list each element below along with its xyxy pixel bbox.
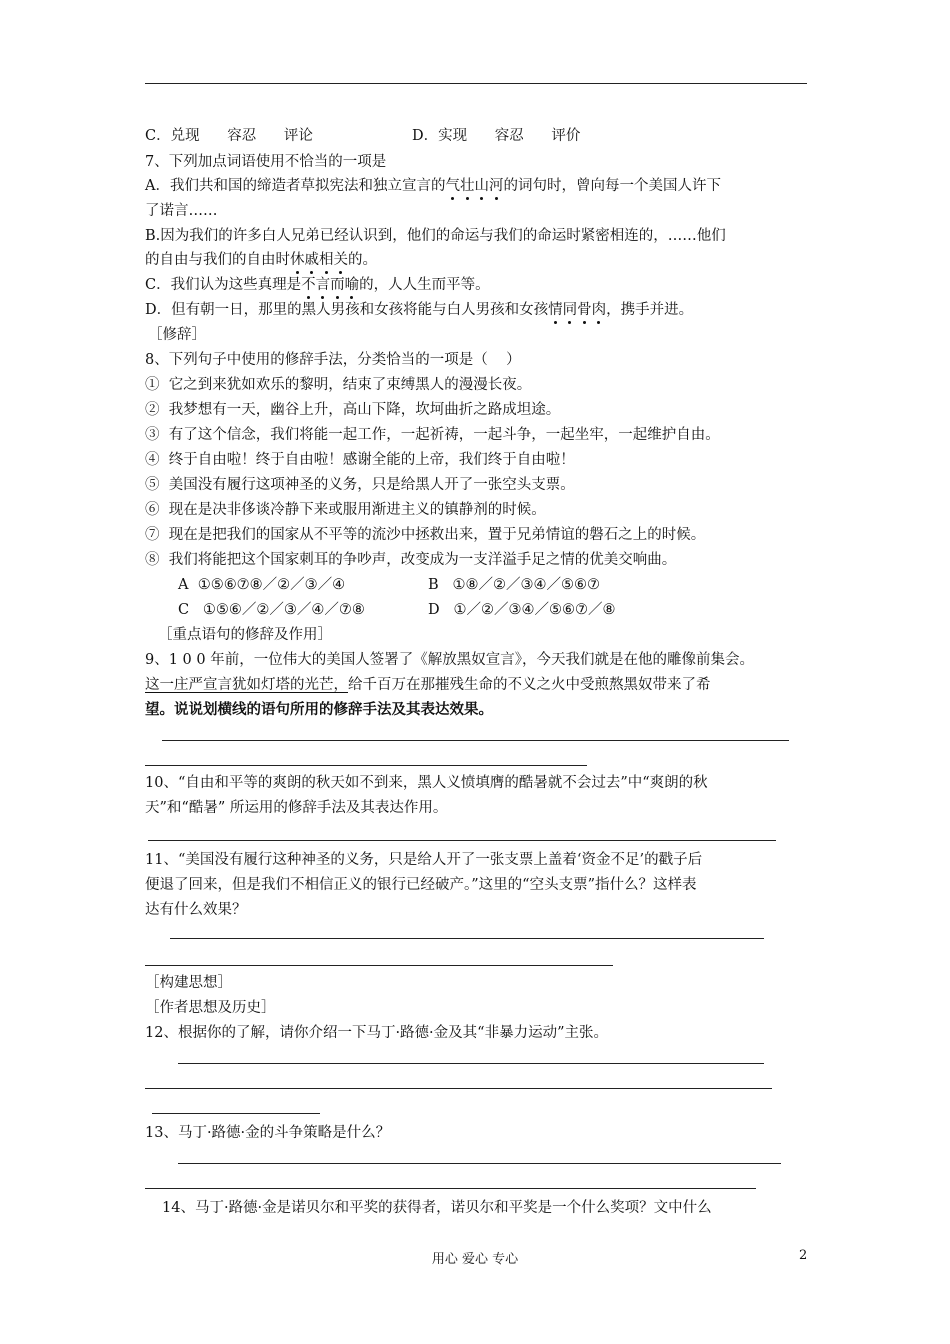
q11-line2: 便退了回来，但是我们不相信正义的银行已经破产。”这里的“空头支票”指什么？这样表: [145, 877, 697, 893]
q8-item: ⑦ 现在是把我们的国家从不平等的流沙中拯救出来，置于兄弟情谊的磐石之上的时候。: [145, 527, 706, 543]
q6-option-c: C．兑现 容忍 评论: [145, 128, 313, 144]
answer-line[interactable]: [162, 740, 789, 741]
q11-line1: 11、“美国没有履行这种神圣的义务，只是给人开了一张支票上盖着‘资金不足’的戳子后: [145, 852, 703, 868]
q14: 14、马丁·路德·金是诺贝尔和平奖的获得者，诺贝尔和平奖是一个什么奖项？文中什么: [162, 1200, 712, 1216]
q6-option-d: D．实现 容忍 评价: [412, 128, 581, 144]
q12: 12、根据你的了解，请你介绍一下马丁·路德·金及其“非暴力运动”主张。: [145, 1025, 608, 1041]
header-rule: [145, 83, 807, 84]
q7-option-b-line1: B.因为我们的许多白人兄弟已经认识到，他们的命运与我们的命运时紧密相连的，……他们: [145, 228, 726, 244]
q7-option-d: [145, 300, 693, 320]
q8-choice-b: B ①⑧／②／③④／⑤⑥⑦: [428, 577, 600, 593]
answer-line[interactable]: [152, 1113, 320, 1114]
q7-a-text-post: 的词句时，曾向每一个美国人许下: [503, 178, 721, 194]
section-build-thought: ［构建思想］: [145, 975, 232, 991]
dotted-char: 壮: [459, 178, 475, 194]
q7-b-text: 的自由与我们的自由时: [145, 252, 290, 268]
dotted-char: 气: [445, 178, 460, 194]
dotted-char: 言: [315, 277, 331, 293]
dotted-char: 同: [562, 302, 578, 318]
q7-option-b-line2: [145, 250, 377, 270]
q8-choice-d: D ①／②／③④／⑤⑥⑦／⑧: [428, 602, 616, 618]
q7-stem: 7、下列加点词语使用不恰当的一项是: [145, 154, 387, 170]
q7-d-text: D．但有朝一日，那里的黑人男孩和女孩将能与白人男孩和女孩: [145, 302, 549, 318]
q9-underlined-sentence: 这一庄严宣言犹如灯塔的光芒，: [145, 677, 348, 693]
dotted-char: 不: [301, 277, 316, 293]
dotted-char: 相: [319, 252, 334, 268]
q8-item: ③ 有了这个信念，我们将能一起工作，一起祈祷，一起斗争，一起坐牢，一起维护自由。: [145, 427, 720, 443]
dotted-char: 休: [290, 252, 305, 268]
q7-c-text: C．我们认为这些真理是: [145, 277, 302, 293]
answer-line[interactable]: [145, 1088, 772, 1089]
q10-line1: 10、“自由和平等的爽朗的秋天如不到来，黑人义愤填膺的酷暑就不会过去”中“爽朗的秋: [145, 775, 708, 791]
answer-line[interactable]: [145, 765, 587, 766]
q7-option-a: [145, 176, 721, 196]
answer-line[interactable]: [145, 965, 613, 966]
q7-option-c: [145, 275, 490, 295]
q8-item: ④ 终于自由啦！终于自由啦！感谢全能的上帝，我们终于自由啦！: [145, 452, 575, 468]
q8-choice-a: A ①⑤⑥⑦⑧／②／③／④: [178, 577, 346, 593]
q8-item: ⑧ 我们将能把这个国家刺耳的争吵声，改变成为一支洋溢手足之情的优美交响曲。: [145, 552, 677, 568]
q8-stem: 8、下列句子中使用的修辞手法，分类恰当的一项是（ ）: [145, 352, 521, 368]
q8-item: ⑥ 现在是决非侈谈冷静下来或服用渐进主义的镇静剂的时候。: [145, 502, 546, 518]
q7-b-text-post: 的。: [348, 252, 377, 268]
q8-item: ① 它之到来犹如欢乐的黎明，结束了束缚黑人的漫漫长夜。: [145, 377, 532, 393]
dotted-char: 情: [548, 302, 563, 318]
dotted-char: 河: [488, 178, 504, 194]
dotted-char: 山: [474, 178, 489, 194]
q7-d-text-post: ，携手并进。: [606, 302, 694, 318]
dotted-char: 肉: [591, 302, 607, 318]
answer-line[interactable]: [145, 1188, 756, 1189]
dotted-char: 而: [330, 277, 345, 293]
q13: 13、马丁·路德·金的斗争策略是什么？: [145, 1125, 391, 1141]
answer-line[interactable]: [178, 1163, 781, 1164]
q10-line2: 天”和“酷暑” 所运用的修辞手法及其表达作用。: [145, 800, 448, 816]
section-author-history: ［作者思想及历史］: [145, 1000, 276, 1016]
dotted-char: 戚: [304, 252, 319, 268]
q9-line3: 望。说说划横线的语句所用的修辞手法及其表达效果。: [145, 701, 493, 718]
answer-line[interactable]: [178, 1063, 764, 1064]
q7-option-a-cont: 了诺言……: [145, 203, 218, 219]
answer-line[interactable]: [170, 938, 764, 939]
dotted-char: 关: [333, 252, 348, 268]
q8-item: ⑤ 美国没有履行这项神圣的义务，只是给黑人开了一张空头支票。: [145, 477, 575, 493]
q9-line1: 9、1 0 0 年前，一位伟大的美国人签署了《解放黑奴宣言》，今天我们就是在他的雕像前集会。: [145, 652, 754, 668]
page-number: 2: [799, 1248, 808, 1263]
section-rhetoric: ［修辞］: [148, 327, 206, 343]
page-footer: 用心 爱心 专心: [431, 1252, 519, 1267]
q7-a-text: A．我们共和国的缔造者草拟宪法和独立宣言的: [145, 178, 446, 194]
q9-line2: [145, 675, 711, 695]
q7-c-text-post: 的，人人生而平等。: [359, 277, 490, 293]
q9-line2-text: 给千百万在那摧残生命的不义之火中受煎熬黑奴带来了希: [348, 677, 711, 693]
section-key-sentences: ［重点语句的修辞及作用］: [158, 627, 332, 643]
q8-item: ② 我梦想有一天，幽谷上升，高山下降，坎坷曲折之路成坦途。: [145, 402, 561, 418]
q11-line3: 达有什么效果？: [145, 902, 247, 918]
dotted-char: 骨: [577, 302, 592, 318]
answer-line[interactable]: [148, 840, 776, 841]
dotted-char: 喻: [344, 277, 360, 293]
q8-choice-c: C ①⑤⑥／②／③／④／⑦⑧: [178, 602, 365, 618]
